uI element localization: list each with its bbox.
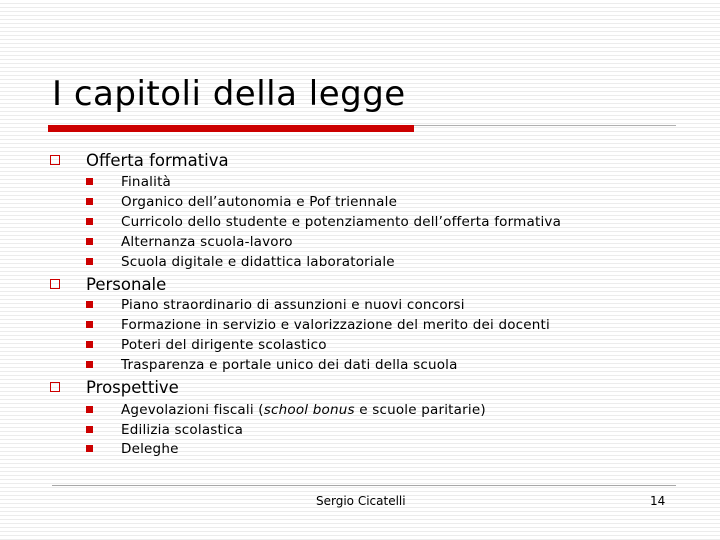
footer-author: Sergio Cicatelli: [316, 494, 406, 508]
list-item-text: Trasparenza e portale unico dei dati della scuola: [121, 357, 458, 373]
page-number: 14: [650, 494, 666, 508]
filled-square-bullet-icon: [86, 178, 93, 185]
list-item-text: Alternanza scuola-lavoro: [121, 234, 293, 250]
list-item-text: Formazione in servizio e valorizzazione del merito dei docenti: [121, 317, 551, 333]
square-bullet-icon: [50, 155, 60, 165]
square-bullet-icon: [50, 279, 60, 289]
filled-square-bullet-icon: [86, 361, 93, 368]
filled-square-bullet-icon: [86, 445, 93, 452]
section-label: Personale: [86, 275, 167, 294]
footer-divider: [52, 485, 676, 486]
filled-square-bullet-icon: [86, 198, 93, 205]
list-item-text: Deleghe: [121, 441, 179, 457]
italic-text-run: school bonus: [263, 402, 355, 418]
list-item-text: Piano straordinario di assunzioni e nuovi concorsi: [121, 297, 465, 313]
list-item-text: Scuola digitale e didattica laboratoriale: [121, 254, 395, 270]
filled-square-bullet-icon: [86, 426, 93, 433]
title-underline-red: [48, 125, 414, 132]
square-bullet-icon: [50, 382, 60, 392]
slide-title: I capitoli della legge: [52, 74, 406, 114]
list-item-text: Curricolo dello studente e potenziamento dell’offerta formativa: [121, 214, 562, 230]
text-run: e scuole paritarie): [354, 402, 486, 418]
filled-square-bullet-icon: [86, 258, 93, 265]
section-label: Prospettive: [86, 378, 179, 397]
filled-square-bullet-icon: [86, 301, 93, 308]
filled-square-bullet-icon: [86, 341, 93, 348]
list-item-text: Finalità: [121, 174, 172, 190]
list-item-text: [121, 402, 486, 418]
list-item-text: Poteri del dirigente scolastico: [121, 337, 327, 353]
filled-square-bullet-icon: [86, 321, 93, 328]
list-item-text: Organico dell’autonomia e Pof triennale: [121, 194, 398, 210]
section-label: Offerta formativa: [86, 151, 229, 170]
filled-square-bullet-icon: [86, 406, 93, 413]
list-item-text: Edilizia scolastica: [121, 422, 244, 438]
text-run: Agevolazioni fiscali (: [121, 402, 264, 418]
filled-square-bullet-icon: [86, 238, 93, 245]
filled-square-bullet-icon: [86, 218, 93, 225]
title-underline-gray: [414, 125, 676, 126]
